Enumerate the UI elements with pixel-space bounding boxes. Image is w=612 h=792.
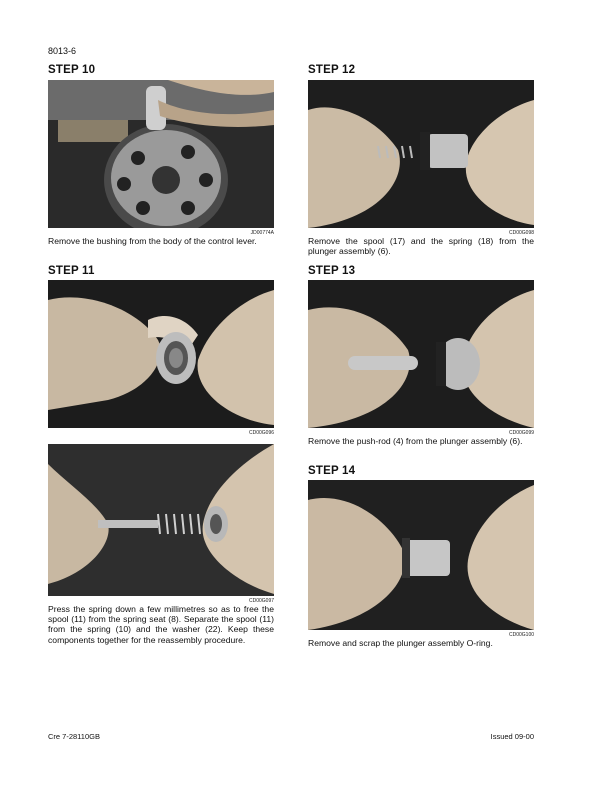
step-11b-photo bbox=[48, 444, 274, 596]
step-10-text: Remove the bushing from the body of the control lever. bbox=[48, 236, 257, 246]
step-14-title: STEP 14 bbox=[308, 465, 356, 477]
step-11b-text: Press the spring down a few millimetres so as to free the spool (11) from the spring seat (8). Separate the spool (11) from the spring (10) and the washer (22). Keep these components together for the reassembly procedure. bbox=[48, 604, 274, 645]
step-10-title: STEP 10 bbox=[48, 64, 96, 76]
footer-doc-ref: Cre 7-28110GB bbox=[48, 732, 100, 741]
step-12-photo-code: CD00G098 bbox=[508, 230, 534, 236]
step-11-title: STEP 11 bbox=[48, 265, 95, 277]
step-12-photo bbox=[308, 80, 534, 228]
step-11b-photo-code: CD00G097 bbox=[248, 598, 274, 604]
step-12-title: STEP 12 bbox=[308, 64, 356, 76]
step-13-photo-code: CD00G099 bbox=[508, 430, 534, 436]
step-14-photo bbox=[308, 480, 534, 630]
step-12-text: Remove the spool (17) and the spring (18) from the plunger assembly (6). bbox=[308, 236, 534, 257]
page-number: 8013-6 bbox=[48, 46, 77, 56]
step-13-title: STEP 13 bbox=[308, 265, 356, 277]
step-10-photo-code: JD00774A bbox=[250, 230, 274, 236]
step-11-photo bbox=[48, 280, 274, 428]
step-10-photo bbox=[48, 80, 274, 228]
step-11-photo-code: CD00G096 bbox=[248, 430, 274, 436]
step-14-text: Remove and scrap the plunger assembly O-ring. bbox=[308, 638, 493, 648]
step-13-photo bbox=[308, 280, 534, 428]
footer-issued: Issued 09-00 bbox=[490, 732, 534, 741]
step-14-photo-code: CD00G100 bbox=[508, 632, 534, 638]
step-13-text: Remove the push-rod (4) from the plunger assembly (6). bbox=[308, 436, 523, 446]
